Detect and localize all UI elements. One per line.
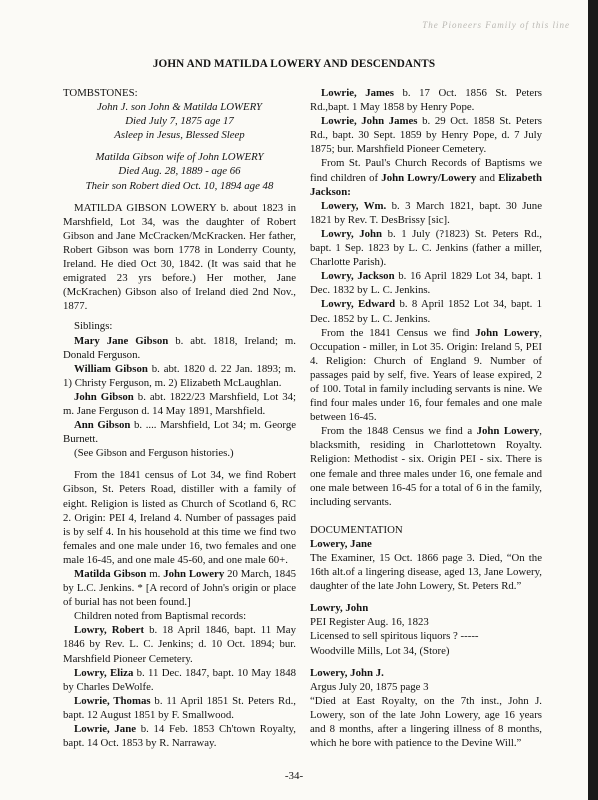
doc-entry-text: “Died at East Royalty, on the 7th inst., John J. Lowery, son of the late John Lowery, age 16 years and 8 months, after a lingering illness of 8 months, which he bore with patience to the Devine Will.” — [310, 694, 542, 750]
child-entry: Lowry, Eliza b. 11 Dec. 1847, bapt. 10 May 1848 by Charles DeWolfe. — [63, 666, 296, 693]
sibling-entry: John Gibson b. abt. 1822/23 Marshfield, Lot 34; m. Jane Ferguson d. 14 May 1891, Marshfield. — [63, 390, 297, 417]
tombstone-line: Asleep in Jesus, Blessed Sleep — [114, 129, 245, 142]
doc-entry-text: Woodville Mills, Lot 34, (Store) — [310, 644, 450, 657]
child-entry: Lowrie, James b. 17 Oct. 1856 St. Peters Rd.,bapt. 1 May 1858 by Henry Pope. — [310, 87, 543, 114]
baptism-entry: Lowry, Jackson b. 16 April 1829 Lot 34, bapt. 1 Dec. 1832 by L. C. Jenkins. — [310, 270, 543, 297]
page-title: JOHN AND MATILDA LOWERY AND DESCENDANTS — [152, 58, 436, 70]
child-entry: Lowrie, Jane b. 14 Feb. 1853 Ch'town Royalty, bapt. 14 Oct. 1853 by R. Narraway. — [63, 723, 296, 750]
baptism-entry: Lowry, Edward b. 8 April 1852 Lot 34, bapt. 1 Dec. 1852 by L. C. Jenkins. — [310, 298, 542, 325]
doc-entry-name: Lowery, John J. — [310, 666, 384, 679]
census-1841-lowery: From the 1841 Census we find John Lowery, Occupation - miller, in Lot 35. Origin: Ireland 5, PEI 4. Religion: Church of England 9. Number of passages paid by self, five. Years of lease expired, 2 of 100. Total in family including servants is nine. We find four males under 16, four females and one male between 16-45. — [310, 326, 542, 424]
documentation-heading: DOCUMENTATION — [310, 523, 403, 536]
tombstone-line: Matilda Gibson wife of John LOWERY — [95, 151, 264, 164]
baptism-entry: Lowery, Wm. b. 3 March 1821, bapt. 30 June 1821 by Rev. T. DesBrissy [sic]. — [310, 199, 542, 226]
census-1848-lowery: From the 1848 Census we find a John Lowery, blacksmith, residing in Charlottetown Royalty. Religion: Methodist - six. Origin PEI - six. There is one female and three males under 16, one female and one male between 16-45 for a total of 6 in the family, including servants. — [310, 425, 542, 508]
baptism-entry: Lowry, John b. 1 July (?1823) St. Peters Rd., bapt. 1 Sep. 1823 by L. C. Jenkins (father a miller, Charlotte Parish). — [310, 227, 542, 269]
doc-entry-text: Argus July 20, 1875 page 3 — [310, 680, 429, 693]
child-entry: Lowrie, Thomas b. 11 April 1851 St. Peters Rd., bapt. 12 August 1851 by F. Smallwood. — [63, 694, 297, 721]
tombstone-line: Died Aug. 28, 1889 - age 66 — [118, 165, 241, 178]
doc-entry-name: Lowery, Jane — [310, 537, 372, 550]
tombstone-line: John J. son John & Matilda LOWERY — [96, 101, 263, 114]
children-intro: Children noted from Baptismal records: — [74, 610, 247, 623]
right-column — [310, 86, 542, 750]
running-head: The Pioneers Family of this line — [422, 20, 570, 30]
tombstone-line: Their son Robert died Oct. 10, 1894 age 48 — [85, 179, 274, 192]
sibling-entry: William Gibson b. abt. 1820 d. 22 Jan. 1893; m. 1) Christy Ferguson, m. 2) Elizabeth McLaughlan. — [63, 362, 297, 389]
child-entry: Lowry, Robert b. 18 April 1846, bapt. 11 May 1846 by Rev. L. C. Jenkins; d. 10 Oct. 1894; bur. Marshfield Pioneer Cemetery. — [63, 624, 296, 665]
marriage-entry: Matilda Gibson m. John Lowery 20 March, 1845 by L.C. Jenkins. * [A record of John's origin or place of burial has not been found.] — [63, 568, 297, 609]
tombstone-line: Died July 7, 1875 age 17 — [125, 115, 234, 128]
left-column — [63, 86, 296, 750]
doc-entry-text: PEI Register Aug. 16, 1823 — [310, 616, 429, 629]
see-also-note: (See Gibson and Ferguson histories.) — [74, 447, 234, 460]
doc-entry-text: The Examiner, 15 Oct. 1866 page 3. Died, “On the 16th alt.of a lingering disease, aged 13, Jane Lowery, daughter of the late John Lowery, St. Peters Rd.” — [310, 552, 542, 593]
census-1841-gibson: From the 1841 census of Lot 34, we find Robert Gibson, St. Peters Road, distiller with a family of eight. Religion is listed as Church of Scotland 6, RC 2. Origin: PEI 4, Ireland 4. Number of passages paid is by self 4. In his household at this time we find two females and one male under 16, two females and one male 16-45, and one male 45-60, and one male 60+. — [63, 469, 296, 566]
tombstones-heading: TOMBSTONES: — [63, 87, 138, 99]
matilda-paragraph: MATILDA GIBSON LOWERY b. about 1823 in Marshfield, Lot 34, was the daughter of Robert Gibson and Jane McCracken/McKracken. Her father, Robert Gibson was born 1778 in Londerry County, Ireland. He died Oct 30, 1842. (It was said that he emigrated 23 yrs before.) Her mother, Jane (McKrachen) Gibson also of Ireland died 2nd Nov., 1877. — [63, 201, 296, 313]
child-entry: Lowrie, John James b. 29 Oct. 1858 St. Peters Rd., bapt. 30 Sept. 1859 by Henry Pope, d. 7 July 1875; bur. Marshfield Pioneer Cemetery. — [310, 115, 543, 156]
sibling-entry: Mary Jane Gibson b. abt. 1818, Ireland; m. Donald Ferguson. — [63, 334, 297, 361]
sibling-entry: Ann Gibson b. .... Marshfield, Lot 34; m. George Burnett. — [63, 419, 297, 446]
st-pauls-intro: From St. Paul's Church Records of Baptisms we find children of John Lowry/Lowery and Elizabeth Jackson: — [310, 157, 542, 198]
siblings-label: Siblings: — [74, 320, 113, 333]
page-number: -34- — [284, 770, 304, 782]
doc-entry-name: Lowry, John — [310, 602, 369, 615]
doc-entry-text: Licensed to sell spiritous liquors ? ----- — [310, 630, 479, 643]
